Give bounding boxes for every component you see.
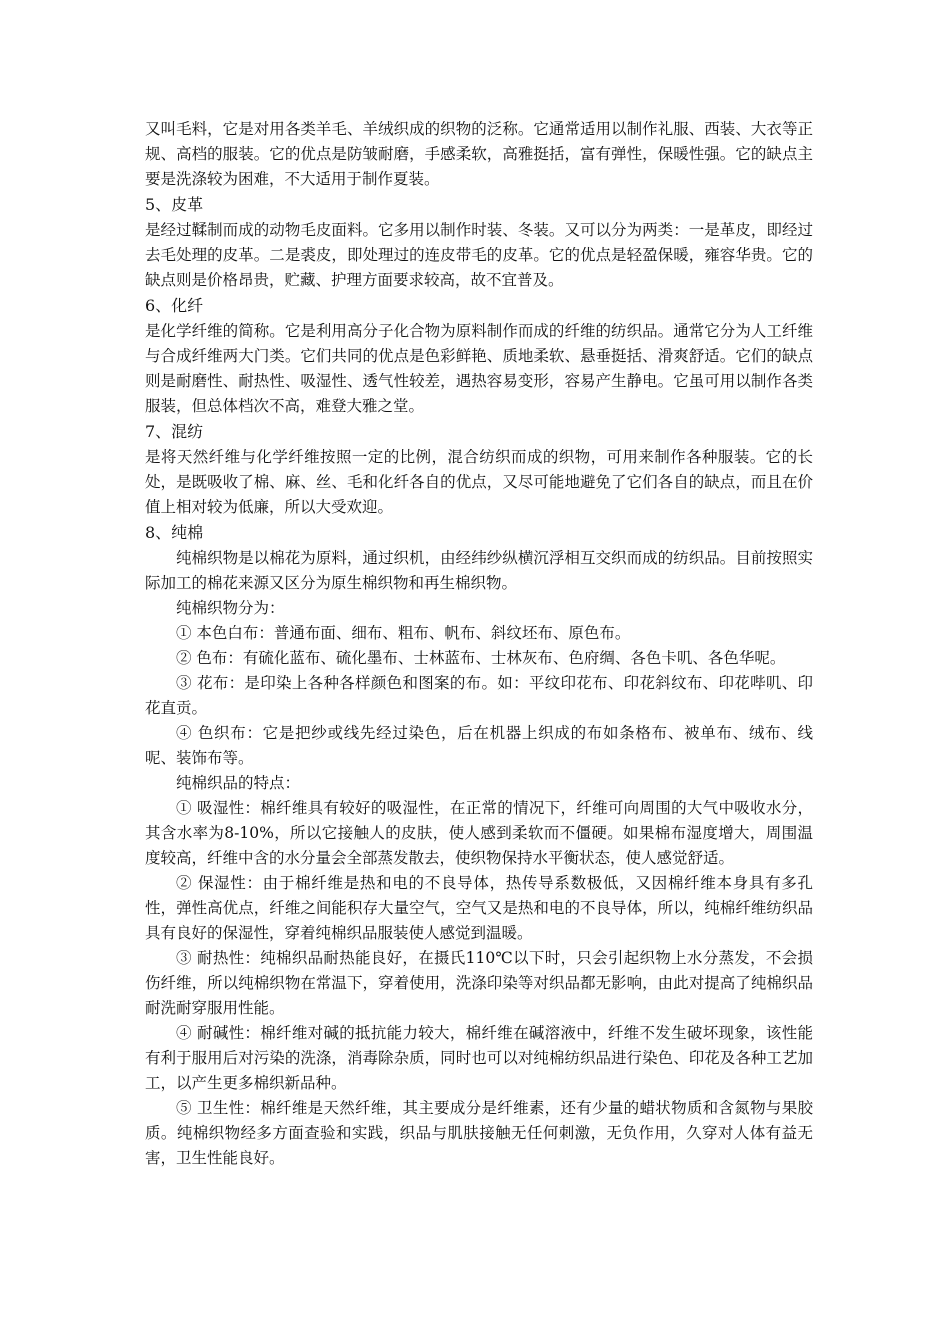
cotton-type-item: ① 本色白布：普通布面、细布、粗布、帆布、斜纹坯布、原色布。 (176, 624, 631, 642)
cotton-feature-item: ② 保湿性：由于棉纤维是热和电的不良导体，热传导系数极低，又因棉纤维本身具有多孔性，弹性高优点，纤维之间能积存大量空气，空气又是热和电的不良导体，所以，纯棉纤维纺织品具有良好的保湿性，穿着纯棉织品服装使人感觉到温暖。 (145, 874, 813, 942)
cotton-feature-item: ③ 耐热性：纯棉织品耐热能良好，在摄氏110℃以下时，只会引起织物上水分蒸发，不会损伤纤维，所以纯棉织物在常温下，穿着使用，洗涤印染等对织品都无影响，由此对提高了纯棉织品耐洗耐穿服用性能。 (145, 949, 813, 1017)
cotton-features-title: 纯棉织品的特点： (176, 774, 301, 792)
cotton-type-item: ③ 花布：是印染上各种各样颜色和图案的布。如：平纹印花布、印花斜纹布、印花哔叽、印花直贡。 (145, 674, 813, 717)
cotton-type-item: ② 色布：有硫化蓝布、硫化墨布、士林蓝布、士林灰布、色府绸、各色卡叽、各色华呢。 (176, 649, 786, 667)
section-heading-chemical-fiber: 6、化纤 (145, 296, 204, 315)
blended-paragraph: 是将天然纤维与化学纤维按照一定的比例，混合纺织而成的织物，可用来制作各种服装。它的长处，是既吸收了棉、麻、丝、毛和化纤各自的优点，又尽可能地避免了它们各自的缺点，而且在价值上相对较为低廉，所以大受欢迎。 (145, 448, 813, 516)
cotton-feature-item: ⑤ 卫生性：棉纤维是天然纤维，其主要成分是纤维素，还有少量的蜡状物质和含氮物与果胶质。纯棉织物经多方面查验和实践，织品与肌肤接触无任何刺激，无负作用，久穿对人体有益无害，卫生性能良好。 (145, 1099, 813, 1167)
section-heading-blended: 7、混纺 (145, 422, 204, 441)
cotton-feature-item: ① 吸湿性：棉纤维具有较好的吸湿性，在正常的情况下，纤维可向周围的大气中吸收水分，其含水率为8-10%，所以它接触人的皮肤，使人感到柔软而不僵硬。如果棉布湿度增大，周围温度较高，纤维中含的水分量会全部蒸发散去，使织物保持水平衡状态，使人感觉舒适。 (145, 799, 813, 867)
document-body (145, 117, 813, 1171)
cotton-feature-item: ④ 耐碱性：棉纤维对碱的抵抗能力较大，棉纤维在碱溶液中，纤维不发生破坏现象，该性能有利于服用后对污染的洗涤，消毒除杂质，同时也可以对纯棉纺织品进行染色、印花及各种工艺加工，以产生更多棉织新品种。 (145, 1024, 813, 1092)
section-heading-pure-cotton: 8、纯棉 (145, 523, 204, 542)
chemical-fiber-paragraph: 是化学纤维的简称。它是利用高分子化合物为原料制作而成的纤维的纺织品。通常它分为人工纤维与合成纤维两大门类。它们共同的优点是色彩鲜艳、质地柔软、悬垂挺括、滑爽舒适。它们的缺点则是耐磨性、耐热性、吸湿性、透气性较差，遇热容易变形，容易产生静电。它虽可用以制作各类服装，但总体档次不高，难登大雅之堂。 (145, 322, 813, 415)
wool-paragraph: 又叫毛料，它是对用各类羊毛、羊绒织成的织物的泛称。它通常适用以制作礼服、西装、大衣等正规、高档的服装。它的优点是防皱耐磨，手感柔软，高雅挺括，富有弹性，保暖性强。它的缺点主要是洗涤较为困难，不大适用于制作夏装。 (145, 120, 813, 188)
leather-paragraph: 是经过鞣制而成的动物毛皮面料。它多用以制作时装、冬装。又可以分为两类：一是革皮，即经过去毛处理的皮革。二是裘皮，即处理过的连皮带毛的皮革。它的优点是轻盈保暖，雍容华贵。它的缺点则是价格昂贵，贮藏、护理方面要求较高，故不宜普及。 (145, 221, 813, 289)
cotton-type-item: ④ 色织布：它是把纱或线先经过染色，后在机器上织成的布如条格布、被单布、绒布、线呢、装饰布等。 (145, 724, 813, 767)
cotton-types-title: 纯棉织物分为： (176, 599, 285, 617)
section-heading-leather: 5、皮革 (145, 195, 204, 214)
pure-cotton-intro: 纯棉织物是以棉花为原料，通过织机，由经纬纱纵横沉浮相互交织而成的纺织品。目前按照实际加工的棉花来源又区分为原生棉织物和再生棉织物。 (145, 549, 813, 592)
